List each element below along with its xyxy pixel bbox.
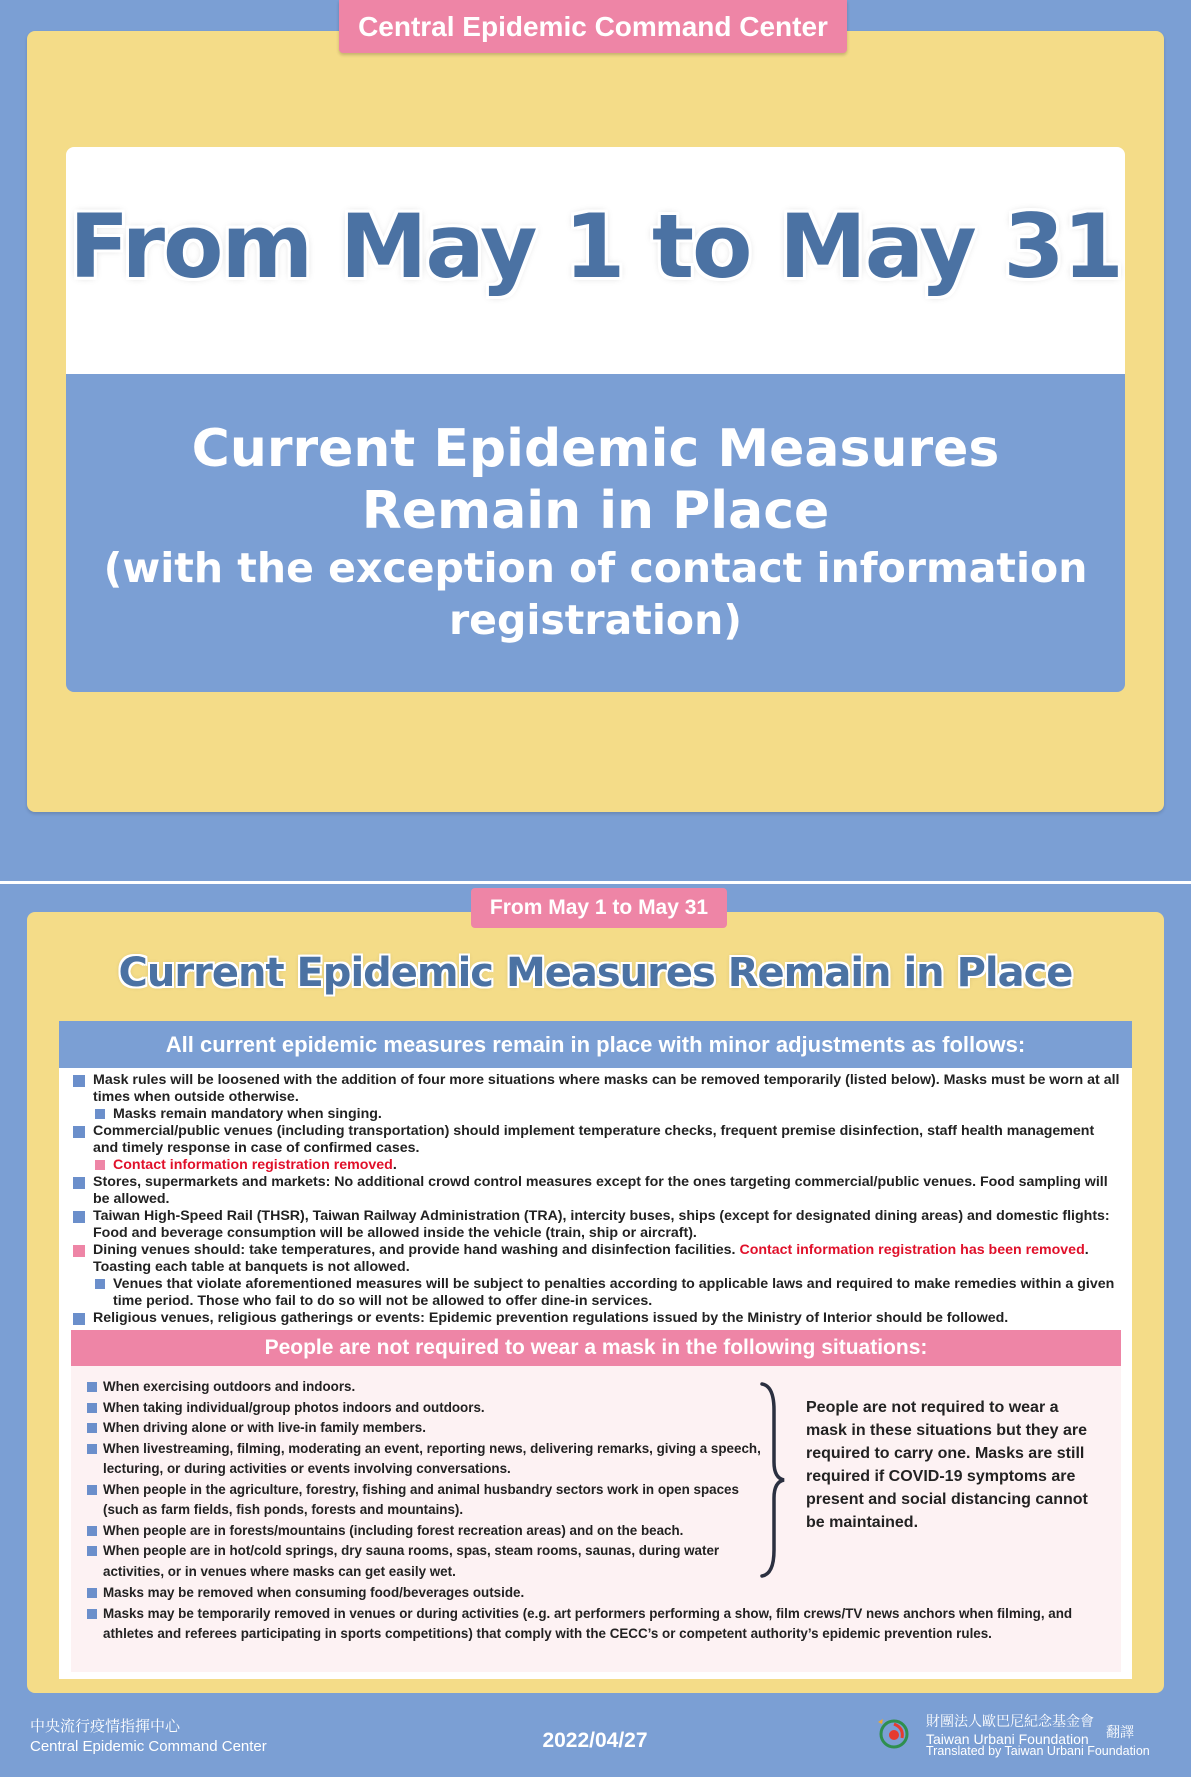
square-bullet-icon bbox=[87, 1403, 97, 1413]
list-item: Dining venues should: take temperatures, and provide hand washing and disinfection facilities. Contact information registration has been removed. Toasting each table at banquets is not allowed. bbox=[71, 1242, 1121, 1276]
bottom-title: Current Epidemic Measures Remain in Place bbox=[118, 950, 1073, 996]
footer-credit: Translated by Taiwan Urbani Foundation bbox=[926, 1744, 1150, 1758]
square-bullet-icon bbox=[95, 1160, 105, 1170]
footer-org-cn: 中央流行疫情指揮中心 bbox=[30, 1718, 181, 1735]
square-bullet-icon bbox=[73, 1313, 85, 1325]
curly-brace-icon bbox=[758, 1380, 788, 1580]
square-bullet-icon bbox=[73, 1075, 85, 1087]
foundation-logo-icon bbox=[874, 1716, 914, 1750]
list-item: Religious venues, religious gatherings or events: Epidemic prevention regulations issued by the Ministry of Interior should be followed. bbox=[71, 1310, 1121, 1327]
bottom-tab-label: From May 1 to May 31 bbox=[471, 888, 727, 928]
mask-exemption-header: People are not required to wear a mask in the following situations: bbox=[71, 1330, 1121, 1366]
list-item: When exercising outdoors and indoors. bbox=[85, 1377, 770, 1398]
list-item: Commercial/public venues (including transportation) should implement temperature checks, frequent premise disinfection, staff health management and timely response in case of confirmed cases. bbox=[71, 1123, 1121, 1157]
list-item: When people are in forests/mountains (including forest recreation areas) and on the beach. bbox=[85, 1521, 770, 1542]
list-item: Mask rules will be loosened with the addition of four more situations where masks can be removed temporarily (listed below). Masks must be worn at all times when outside otherwise. bbox=[71, 1072, 1121, 1106]
square-bullet-icon bbox=[87, 1588, 97, 1598]
square-bullet-icon bbox=[95, 1279, 105, 1289]
list-item: Masks remain mandatory when singing. bbox=[71, 1106, 1121, 1123]
list-item: When livestreaming, filming, moderating an event, reporting news, delivering remarks, giving a speech, lecturing, or during activities or events involving conversations. bbox=[85, 1439, 770, 1480]
main-title: From May 1 to May 31 bbox=[69, 195, 1122, 298]
list-item: When driving alone or with live-in family members. bbox=[85, 1418, 770, 1439]
footer-foundation-cn: 財團法人歐巴尼紀念基金會 bbox=[926, 1713, 1094, 1729]
list-item: Masks may be temporarily removed in venues or during activities (e.g. art performers performing a show, film crews/TV news anchors when filming, and athletes and referees participating in sports competitions) that comply with the CECC’s or competent authority’s epidemic prevention rules. bbox=[85, 1604, 1115, 1645]
page-divider bbox=[0, 881, 1191, 884]
adjustments-header: All current epidemic measures remain in place with minor adjustments as follows: bbox=[59, 1021, 1132, 1068]
measures-title bbox=[66, 418, 1125, 542]
list-item: When people are in hot/cold springs, dry sauna rooms, spas, steam rooms, saunas, during water activities, or in venues where masks can get easily wet. bbox=[85, 1541, 770, 1582]
square-bullet-icon bbox=[87, 1546, 97, 1556]
list-item: Stores, supermarkets and markets: No additional crowd control measures except for the ones targeting commercial/public venues. Food sampling will be allowed. bbox=[71, 1174, 1121, 1208]
list-item: Contact information registration removed. bbox=[71, 1157, 1121, 1174]
measures-title-line2: Remain in Place bbox=[361, 481, 830, 541]
square-bullet-icon bbox=[87, 1423, 97, 1433]
measures-sub-line2: registration) bbox=[448, 596, 743, 644]
footer-date: 2022/04/27 bbox=[542, 1729, 648, 1752]
mask-exemption-list-wide bbox=[85, 1583, 1115, 1645]
measures-list bbox=[71, 1072, 1121, 1327]
measures-title-line1: Current Epidemic Measures bbox=[191, 419, 1000, 479]
square-bullet-icon bbox=[73, 1126, 85, 1138]
square-bullet-icon bbox=[95, 1109, 105, 1119]
top-tab-label: Central Epidemic Command Center bbox=[339, 0, 847, 53]
footer-translate-label: 翻譯 bbox=[1106, 1724, 1134, 1740]
footer-foundation-en: Taiwan Urbani Foundation bbox=[926, 1731, 1089, 1747]
footer-foundation bbox=[926, 1712, 1094, 1748]
list-item: When people in the agriculture, forestry, fishing and animal husbandry sectors work in open spaces (such as farm fields, fish ponds, forests and mountains). bbox=[85, 1480, 770, 1521]
square-bullet-icon bbox=[87, 1485, 97, 1495]
square-bullet-icon bbox=[87, 1444, 97, 1454]
footer-org bbox=[30, 1717, 267, 1757]
list-item: Masks may be removed when consuming food/beverages outside. bbox=[85, 1583, 1115, 1604]
list-item: Venues that violate aforementioned measures will be subject to penalties according to applicable laws and required to make remedies within a given time period. Those who fail to do so will not be allowed to offer dine-in services. bbox=[71, 1276, 1121, 1310]
footer-org-en: Central Epidemic Command Center bbox=[30, 1738, 267, 1755]
square-bullet-icon bbox=[87, 1609, 97, 1619]
measures-subtitle bbox=[66, 542, 1125, 646]
square-bullet-icon bbox=[87, 1382, 97, 1392]
mask-carry-note: People are not required to wear a mask in these situations but they are required to carry one. Masks are still required if COVID-19 symptoms are present and social distancing cannot be maintained. bbox=[806, 1399, 1088, 1531]
top-blue-panel bbox=[66, 374, 1125, 692]
mask-exemption-list bbox=[85, 1377, 770, 1582]
square-bullet-icon bbox=[87, 1526, 97, 1536]
square-bullet-icon bbox=[73, 1245, 85, 1257]
square-bullet-icon bbox=[73, 1211, 85, 1223]
list-item: When taking individual/group photos indoors and outdoors. bbox=[85, 1398, 770, 1419]
measures-sub-line1: (with the exception of contact information bbox=[103, 544, 1088, 592]
square-bullet-icon bbox=[73, 1177, 85, 1189]
list-item: Taiwan High-Speed Rail (THSR), Taiwan Railway Administration (TRA), intercity buses, ships (except for designated dining areas) and domestic flights: Food and beverage consumption will be allowed inside the vehicle (train, ship or aircraft). bbox=[71, 1208, 1121, 1242]
